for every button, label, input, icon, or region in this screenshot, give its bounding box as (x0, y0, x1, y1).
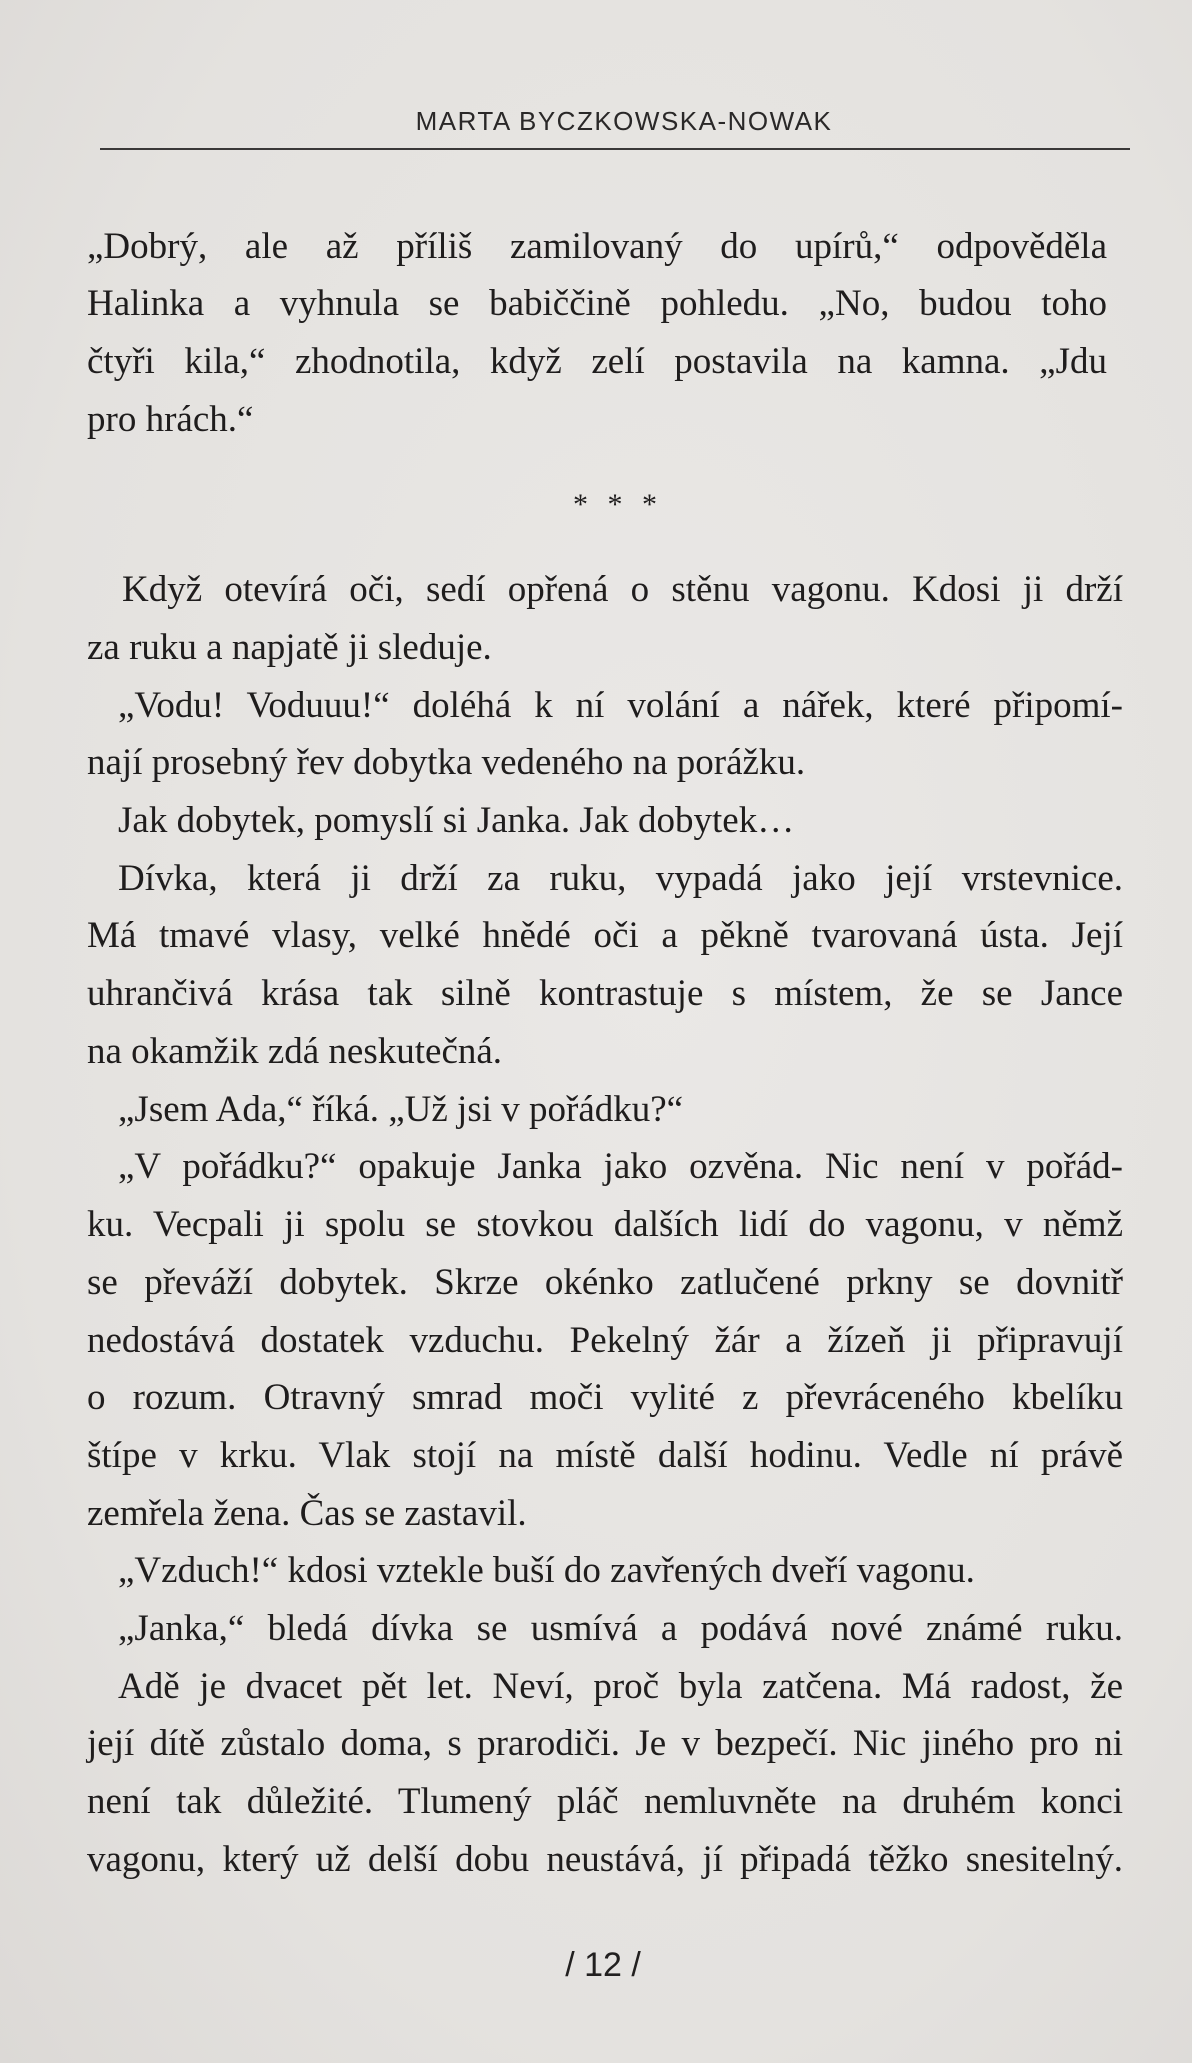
text-line: Dívka, která ji drží za ruku, vypadá jako její vrstevnice. (118, 858, 1123, 899)
text-line: pro hrách.“ (87, 399, 254, 440)
running-head: MARTA BYCZKOWSKA-NOWAK (415, 106, 833, 136)
text-line: vagonu, který už delší dobu neustává, jí připadá těžko snesitelný. (87, 1839, 1123, 1880)
text-line: Halinka a vyhnula se babiččině pohledu. „No, budou toho (87, 283, 1107, 324)
text-line: o rozum. Otravný smrad moči vylité z převráceného kbelíku (87, 1377, 1123, 1418)
text-line: na okamžik zdá neskutečná. (87, 1031, 503, 1072)
text-line: zemřela žena. Čas se zastavil. (87, 1493, 527, 1534)
text-line: „Janka,“ bledá dívka se usmívá a podává nové známé ruku. (118, 1608, 1123, 1649)
text-line: nají prosebný řev dobytka vedeného na porážku. (87, 742, 806, 783)
text-line: uhrančivá krása tak silně kontrastuje s místem, že se Jance (87, 973, 1123, 1014)
text-line: štípe v krku. Vlak stojí na místě další hodinu. Vedle ní právě (87, 1435, 1123, 1476)
page-number: / 12 / (565, 1946, 641, 1984)
section-break: * * * (573, 488, 663, 521)
text-line: „Dobrý, ale až příliš zamilovaný do upírů,“ odpověděla (87, 226, 1107, 267)
text-line: „Vodu! Voduuu!“ doléhá k ní volání a nářek, které připomí- (118, 685, 1123, 726)
text-line: Jak dobytek, pomyslí si Janka. Jak dobytek… (118, 800, 795, 841)
header-rule (100, 148, 1130, 150)
text-line: Má tmavé vlasy, velké hnědé oči a pěkně tvarovaná ústa. Její (87, 915, 1123, 956)
text-line: ku. Vecpali ji spolu se stovkou dalších lidí do vagonu, v němž (87, 1204, 1123, 1245)
text-line: se převáží dobytek. Skrze okénko zatlučené prkny se dovnitř (87, 1262, 1123, 1303)
text-line: Adě je dvacet pět let. Neví, proč byla zatčena. Má radost, že (118, 1666, 1123, 1707)
text-line: její dítě zůstalo doma, s prarodiči. Je v bezpečí. Nic jiného pro ni (87, 1723, 1123, 1764)
text-line: Když otevírá oči, sedí opřená o stěnu vagonu. Kdosi ji drží (122, 569, 1123, 610)
text-line: za ruku a napjatě ji sleduje. (87, 627, 492, 668)
text-line: čtyři kila,“ zhodnotila, když zelí postavila na kamna. „Jdu (87, 341, 1107, 382)
text-line: „V pořádku?“ opakuje Janka jako ozvěna. Nic není v pořád- (118, 1146, 1123, 1187)
text-line: nedostává dostatek vzduchu. Pekelný žár a žízeň ji připravují (87, 1320, 1123, 1361)
text-line: „Jsem Ada,“ říká. „Už jsi v pořádku?“ (118, 1089, 684, 1130)
text-line: není tak důležité. Tlumený pláč nemluvněte na druhém konci (87, 1781, 1123, 1822)
text-line: „Vzduch!“ kdosi vztekle buší do zavřených dveří vagonu. (118, 1550, 975, 1591)
